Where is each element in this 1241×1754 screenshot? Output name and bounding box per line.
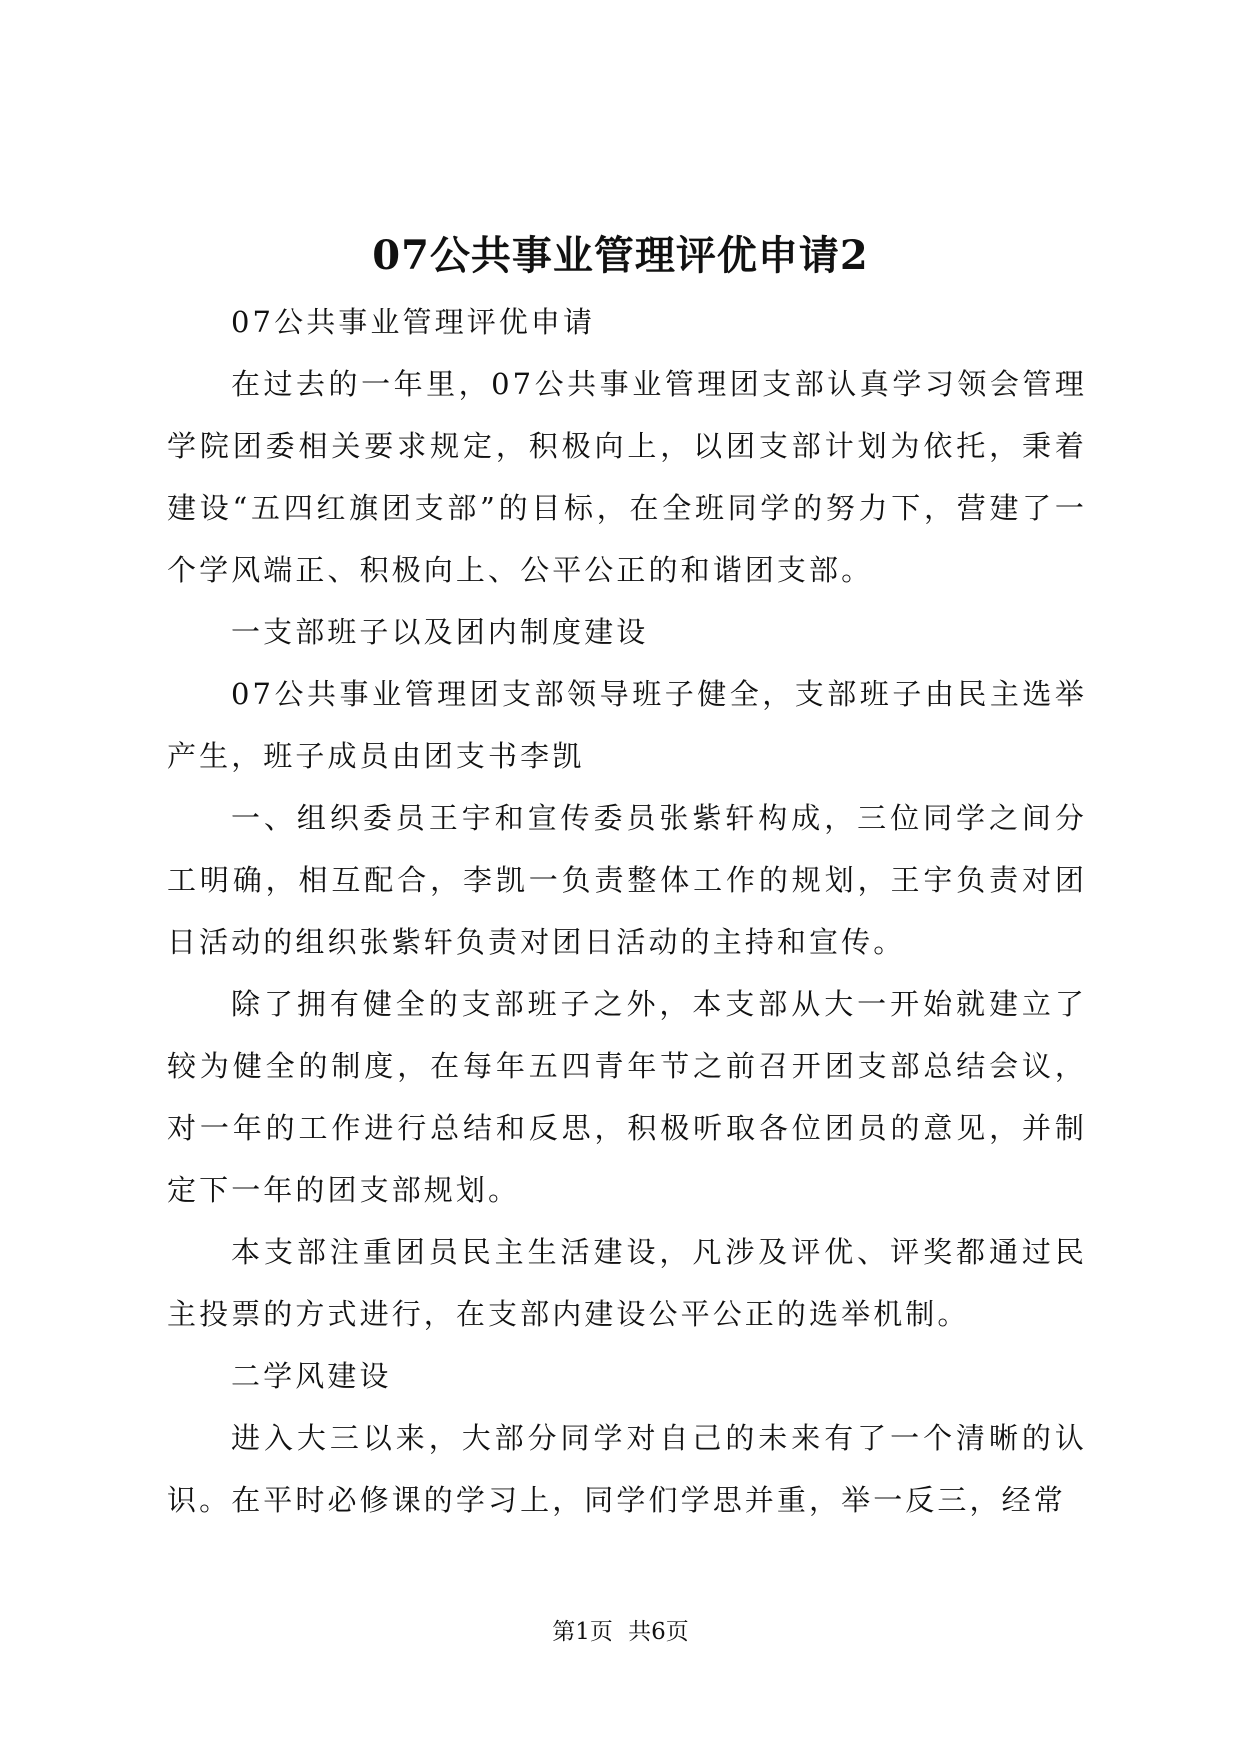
paragraph: 进入大三以来，大部分同学对自己的未来有了一个清晰的认识。在平时必修课的学习上，同学们学思并重，举一反三，经常	[167, 1421, 1087, 1517]
paragraph: 一支部班子以及团内制度建设	[231, 615, 649, 649]
paragraph: 一、组织委员王宇和宣传委员张紫轩构成，三位同学之间分工明确，相互配合，李凯一负责整体工作的规划，王宇负责对团日活动的组织张紫轩负责对团日活动的主持和宣传。	[167, 801, 1087, 959]
paragraph: 07公共事业管理团支部领导班子健全，支部班子由民主选举产生，班子成员由团支书李凯	[167, 677, 1087, 773]
page-number: 第1页	[552, 1619, 613, 1645]
paragraph: 07公共事业管理评优申请	[231, 305, 596, 339]
page-total: 共6页	[628, 1619, 689, 1645]
document-body	[167, 291, 1087, 1531]
paragraph: 二学风建设	[231, 1359, 392, 1393]
document-title: 07公共事业管理评优申请2	[372, 232, 869, 279]
paragraph: 在过去的一年里，07公共事业管理团支部认真学习领会管理学院团委相关要求规定，积极向上，以团支部计划为依托，秉着建设“五四红旗团支部”的目标，在全班同学的努力下，营建了一个学风端正、积极向上、公平公正的和谐团支部。	[167, 367, 1087, 587]
paragraph: 本支部注重团员民主生活建设，凡涉及评优、评奖都通过民主投票的方式进行，在支部内建设公平公正的选举机制。	[167, 1235, 1087, 1331]
page-footer	[0, 1617, 1241, 1647]
paragraph: 除了拥有健全的支部班子之外，本支部从大一开始就建立了较为健全的制度，在每年五四青年节之前召开团支部总结会议，对一年的工作进行总结和反思，积极听取各位团员的意见，并制定下一年的团支部规划。	[167, 987, 1087, 1207]
